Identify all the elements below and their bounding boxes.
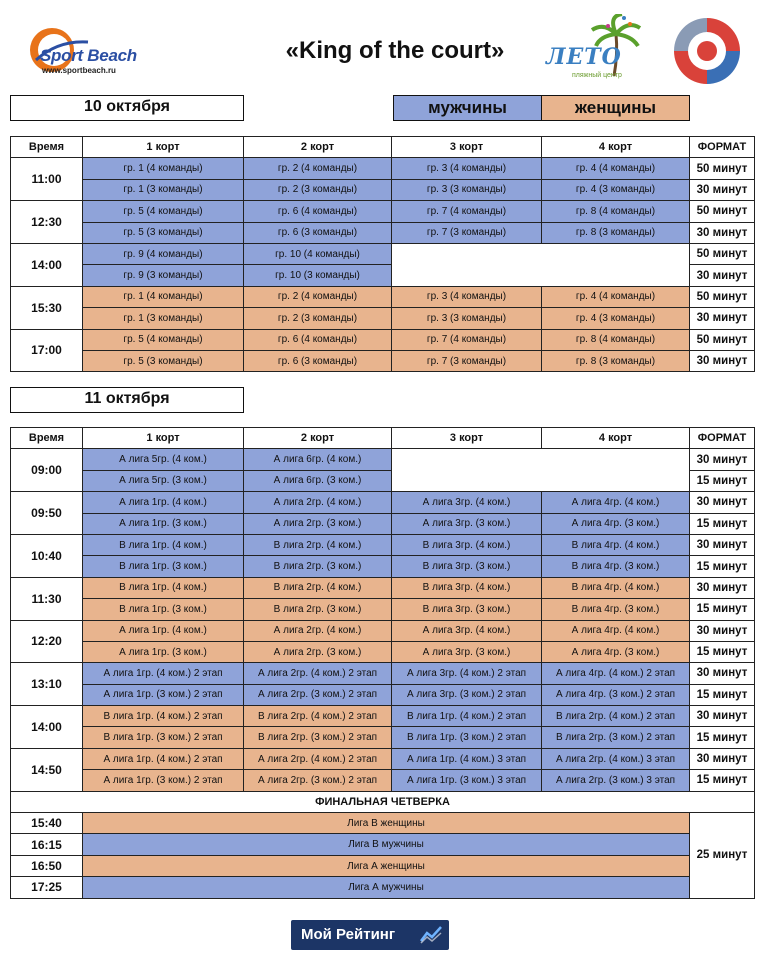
court-1-cell: гр. 5 (4 команды) [83,329,244,350]
court-1-cell: гр. 1 (3 команды) [83,308,244,329]
court-2-cell: гр. 6 (3 команды) [244,222,392,243]
format-cell: 30 минут [690,620,755,641]
court-2-cell: гр. 6 (3 команды) [244,350,392,371]
day1-schedule-table [10,136,755,372]
day1-header-col-3: 3 корт [392,137,542,158]
page-title: «King of the court» [285,37,505,64]
format-cell: 15 минут [690,470,755,491]
court-1-cell: А лига 1гр. (4 ком.) [83,620,244,641]
court-4-cell: гр. 4 (4 команды) [542,286,690,307]
format-cell: 30 минут [690,449,755,470]
court-2-cell: А лига 6гр. (4 ком.) [244,449,392,470]
court-3-cell: гр. 3 (3 команды) [392,308,542,329]
court-2-cell: А лига 2гр. (3 ком.) 2 этап [244,770,392,791]
court-1-cell: гр. 5 (4 команды) [83,201,244,222]
format-cell: 50 минут [690,286,755,307]
court-3-cell: В лига 1гр. (4 ком.) 2 этап [392,706,542,727]
court-2-cell: гр. 10 (4 команды) [244,243,392,264]
time-cell: 16:15 [11,834,83,855]
court-3-cell: А лига 1гр. (4 ком.) 3 этап [392,748,542,769]
court-1-cell: гр. 1 (4 команды) [83,286,244,307]
day1-header-col-5: ФОРМАТ [690,137,755,158]
table-row [11,329,755,350]
day2-header-col-2: 2 корт [244,428,392,449]
final-match-cell: Лига В мужчины [83,834,690,855]
court-3-cell: А лига 3гр. (4 ком.) [392,620,542,641]
format-cell: 15 минут [690,684,755,705]
day1-header-col-0: Время [11,137,83,158]
court-4-cell: А лига 4гр. (3 ком.) [542,513,690,534]
table-row [11,877,755,898]
final-format-cell: 25 минут [690,813,755,899]
time-cell: 15:40 [11,813,83,834]
court-3-cell: В лига 3гр. (4 ком.) [392,577,542,598]
time-cell: 17:00 [11,329,83,372]
court-3-cell: гр. 3 (3 команды) [392,179,542,200]
day1-header-col-4: 4 корт [542,137,690,158]
day2-header-col-5: ФОРМАТ [690,428,755,449]
day2-header-col-0: Время [11,428,83,449]
format-cell: 30 минут [690,577,755,598]
court-3-cell: А лига 3гр. (4 ком.) 2 этап [392,663,542,684]
court-1-cell: В лига 1гр. (3 ком.) 2 этап [83,727,244,748]
court-2-cell: А лига 2гр. (4 ком.) [244,492,392,513]
format-cell: 50 минут [690,158,755,179]
court-4-cell: А лига 4гр. (3 ком.) [542,641,690,662]
empty-cell [392,449,690,492]
moy-reyting-logo [291,920,449,950]
time-cell: 09:00 [11,449,83,492]
court-2-cell: В лига 2гр. (4 ком.) 2 этап [244,706,392,727]
format-cell: 50 минут [690,329,755,350]
format-cell: 30 минут [690,492,755,513]
court-3-cell: В лига 3гр. (3 ком.) [392,556,542,577]
format-cell: 15 минут [690,641,755,662]
trend-chart-icon [419,925,443,945]
court-1-cell: гр. 1 (4 команды) [83,158,244,179]
time-cell: 14:50 [11,748,83,791]
court-1-cell: А лига 1гр. (3 ком.) [83,513,244,534]
court-4-cell: В лига 4гр. (4 ком.) [542,534,690,555]
court-2-cell: А лига 2гр. (4 ком.) 2 этап [244,748,392,769]
day1-header-col-1: 1 корт [83,137,244,158]
sport-beach-logo [28,20,163,80]
table-row [11,706,755,727]
final-match-cell: Лига А женщины [83,855,690,876]
table-row [11,577,755,598]
court-2-cell: А лига 6гр. (3 ком.) [244,470,392,491]
court-2-cell: гр. 6 (4 команды) [244,201,392,222]
court-4-cell: А лига 4гр. (3 ком.) 2 этап [542,684,690,705]
sport-beach-brand: Sport Beach [40,46,137,65]
time-cell: 14:00 [11,243,83,286]
table-row [11,620,755,641]
court-4-cell: гр. 4 (3 команды) [542,308,690,329]
court-1-cell: В лига 1гр. (4 ком.) [83,534,244,555]
court-1-cell: В лига 1гр. (4 ком.) 2 этап [83,706,244,727]
time-cell: 15:30 [11,286,83,329]
court-1-cell: гр. 9 (4 команды) [83,243,244,264]
time-cell: 09:50 [11,492,83,535]
court-2-cell: В лига 2гр. (3 ком.) [244,556,392,577]
table-row [11,727,755,748]
court-4-cell: А лига 2гр. (3 ком.) 3 этап [542,770,690,791]
table-row [11,748,755,769]
time-cell: 12:30 [11,201,83,244]
court-4-cell: А лига 4гр. (4 ком.) [542,492,690,513]
court-4-cell: гр. 8 (3 команды) [542,222,690,243]
court-4-cell: гр. 8 (4 команды) [542,329,690,350]
court-4-cell: В лига 2гр. (4 ком.) 2 этап [542,706,690,727]
court-3-cell: гр. 3 (4 команды) [392,286,542,307]
court-1-cell: В лига 1гр. (4 ком.) [83,577,244,598]
court-3-cell: В лига 3гр. (4 ком.) [392,534,542,555]
court-1-cell: гр. 5 (3 команды) [83,350,244,371]
court-1-cell: А лига 1гр. (3 ком.) 2 этап [83,684,244,705]
sport-beach-url: www.sportbeach.ru [42,66,116,75]
court-4-cell: гр. 8 (3 команды) [542,350,690,371]
court-3-cell: А лига 3гр. (4 ком.) [392,492,542,513]
table-row [11,513,755,534]
time-cell: 13:10 [11,663,83,706]
court-2-cell: В лига 2гр. (4 ком.) [244,577,392,598]
day2-schedule-table [10,427,755,899]
format-cell: 15 минут [690,599,755,620]
court-3-cell: А лига 3гр. (3 ком.) 2 этап [392,684,542,705]
format-cell: 50 минут [690,201,755,222]
table-row [11,599,755,620]
final-four-title: ФИНАЛЬНАЯ ЧЕТВЕРКА [11,791,755,812]
format-cell: 30 минут [690,350,755,371]
table-row [11,286,755,307]
format-cell: 50 минут [690,243,755,264]
time-cell: 16:50 [11,855,83,876]
table-row [11,855,755,876]
court-1-cell: гр. 9 (3 команды) [83,265,244,286]
format-cell: 30 минут [690,534,755,555]
format-cell: 30 минут [690,179,755,200]
court-2-cell: гр. 10 (3 команды) [244,265,392,286]
table-row [11,641,755,662]
court-4-cell: В лига 2гр. (3 ком.) 2 этап [542,727,690,748]
court-3-cell: А лига 1гр. (3 ком.) 3 этап [392,770,542,791]
format-cell: 15 минут [690,770,755,791]
court-3-cell: А лига 3гр. (3 ком.) [392,641,542,662]
court-1-cell: А лига 1гр. (4 ком.) 2 этап [83,663,244,684]
court-2-cell: гр. 2 (3 команды) [244,308,392,329]
day2-header-col-3: 3 корт [392,428,542,449]
court-2-cell: гр. 2 (3 команды) [244,179,392,200]
time-cell: 17:25 [11,877,83,898]
day2-date: 11 октября [10,387,244,413]
court-2-cell: гр. 6 (4 команды) [244,329,392,350]
leto-brand: ЛЕТО [546,44,622,70]
format-cell: 30 минут [690,748,755,769]
table-row [11,684,755,705]
leto-logo [536,14,648,84]
table-row [11,243,755,264]
final-match-cell: Лига А мужчины [83,877,690,898]
court-4-cell: В лига 4гр. (3 ком.) [542,556,690,577]
table-row [11,179,755,200]
format-cell: 30 минут [690,663,755,684]
table-row [11,813,755,834]
empty-cell [392,243,690,286]
court-1-cell: А лига 1гр. (3 ком.) [83,641,244,662]
final-match-cell: Лига В женщины [83,813,690,834]
table-row [11,350,755,371]
court-3-cell: гр. 7 (3 команды) [392,350,542,371]
court-2-cell: А лига 2гр. (3 ком.) [244,513,392,534]
table-row [11,158,755,179]
table-row [11,449,755,470]
court-1-cell: В лига 1гр. (3 ком.) [83,556,244,577]
court-2-cell: гр. 2 (4 команды) [244,286,392,307]
court-3-cell: гр. 7 (4 команды) [392,329,542,350]
court-1-cell: А лига 1гр. (3 ком.) 2 этап [83,770,244,791]
court-2-cell: А лига 2гр. (4 ком.) [244,620,392,641]
court-1-cell: В лига 1гр. (3 ком.) [83,599,244,620]
table-row [11,492,755,513]
court-4-cell: В лига 4гр. (3 ком.) [542,599,690,620]
table-row [11,834,755,855]
swirl-logo-icon [668,12,746,90]
format-cell: 15 минут [690,556,755,577]
time-cell: 10:40 [11,534,83,577]
court-2-cell: гр. 2 (4 команды) [244,158,392,179]
court-4-cell: А лига 4гр. (4 ком.) 2 этап [542,663,690,684]
table-row [11,663,755,684]
court-4-cell: гр. 4 (4 команды) [542,158,690,179]
legend-men: мужчины [393,95,542,121]
court-4-cell: А лига 2гр. (4 ком.) 3 этап [542,748,690,769]
time-cell: 12:20 [11,620,83,663]
court-1-cell: гр. 1 (3 команды) [83,179,244,200]
leto-subtitle: пляжный центр [572,72,622,79]
format-cell: 15 минут [690,513,755,534]
court-2-cell: А лига 2гр. (3 ком.) 2 этап [244,684,392,705]
court-1-cell: гр. 5 (3 команды) [83,222,244,243]
table-row [11,308,755,329]
court-2-cell: В лига 2гр. (3 ком.) 2 этап [244,727,392,748]
time-cell: 11:30 [11,577,83,620]
court-1-cell: А лига 1гр. (4 ком.) [83,492,244,513]
format-cell: 30 минут [690,308,755,329]
time-cell: 14:00 [11,706,83,749]
day2-header-col-1: 1 корт [83,428,244,449]
format-cell: 30 минут [690,222,755,243]
time-cell: 11:00 [11,158,83,201]
table-row [11,556,755,577]
court-1-cell: А лига 1гр. (4 ком.) 2 этап [83,748,244,769]
table-row [11,222,755,243]
court-4-cell: гр. 8 (4 команды) [542,201,690,222]
court-3-cell: гр. 7 (4 команды) [392,201,542,222]
table-row [11,534,755,555]
format-cell: 30 минут [690,265,755,286]
day2-header-col-4: 4 корт [542,428,690,449]
day1-header-col-2: 2 корт [244,137,392,158]
format-cell: 15 минут [690,727,755,748]
court-3-cell: В лига 3гр. (3 ком.) [392,599,542,620]
rating-label: Мой Рейтинг [301,926,396,943]
court-2-cell: А лига 2гр. (3 ком.) [244,641,392,662]
court-4-cell: В лига 4гр. (4 ком.) [542,577,690,598]
swirl-logo [668,12,746,90]
court-3-cell: В лига 1гр. (3 ком.) 2 этап [392,727,542,748]
court-3-cell: гр. 3 (4 команды) [392,158,542,179]
day1-date: 10 октября [10,95,244,121]
court-4-cell: гр. 4 (3 команды) [542,179,690,200]
court-2-cell: А лига 2гр. (4 ком.) 2 этап [244,663,392,684]
table-row [11,770,755,791]
court-2-cell: В лига 2гр. (3 ком.) [244,599,392,620]
court-1-cell: А лига 5гр. (4 ком.) [83,449,244,470]
court-1-cell: А лига 5гр. (3 ком.) [83,470,244,491]
court-3-cell: А лига 3гр. (3 ком.) [392,513,542,534]
table-row [11,201,755,222]
legend-women: женщины [542,95,690,121]
format-cell: 30 минут [690,706,755,727]
court-3-cell: гр. 7 (3 команды) [392,222,542,243]
court-4-cell: А лига 4гр. (4 ком.) [542,620,690,641]
court-2-cell: В лига 2гр. (4 ком.) [244,534,392,555]
